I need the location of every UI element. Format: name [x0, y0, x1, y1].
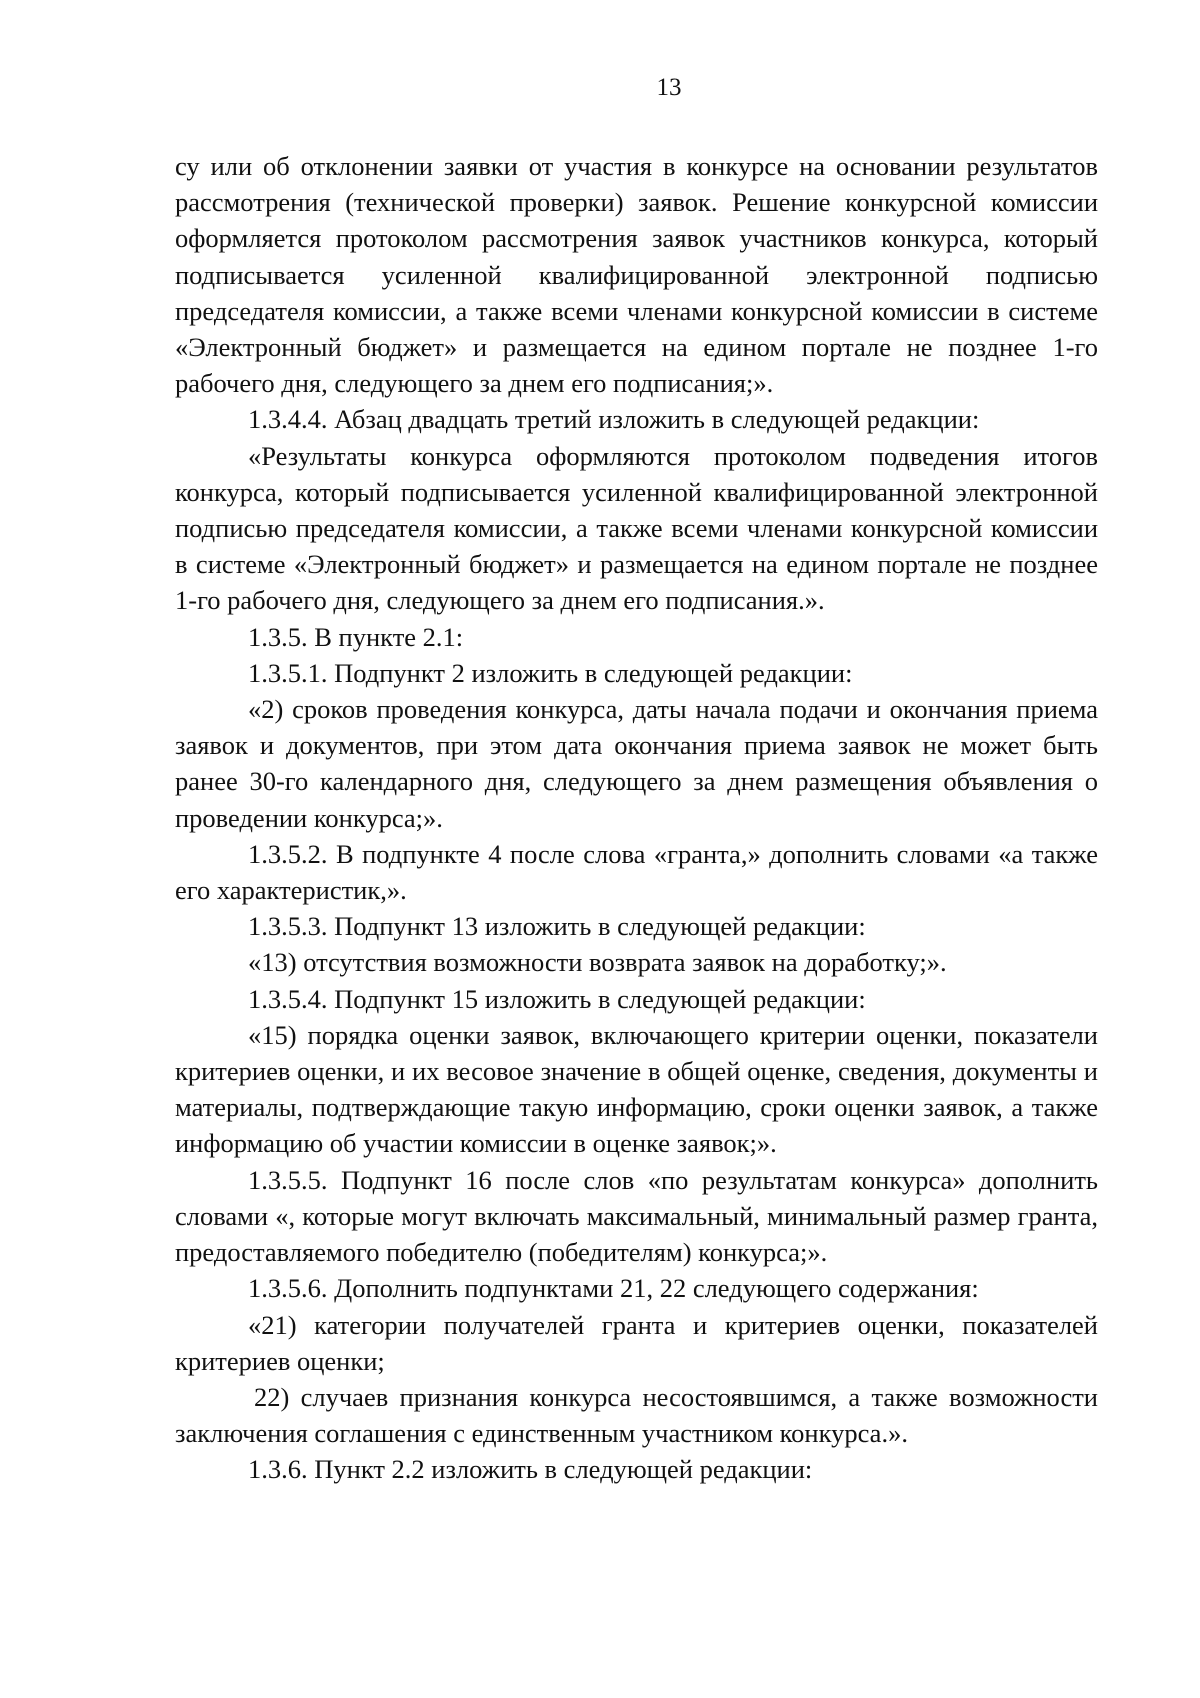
page-number: 13: [656, 74, 682, 101]
paragraph: су или об отклонении заявки от участия в конкурсе на основании результатов рассмотрения (технической проверки) заявок. Решение конкурсной комиссии оформляется протоколом рассмотрения заявок участников конкурса, который подписывается усиленной квалифицированной электронной подписью председателя комиссии, а также всеми членами конкурсной комиссии в системе «Электронный бюджет» и размещается на едином портале не позднее 1-го рабочего дня, следующего за днем его подписания;».: [175, 151, 1098, 399]
paragraph: «2) сроков проведения конкурса, даты начала подачи и окончания приема заявок и документов, при этом дата окончания приема заявок не может быть ранее 30-го календарного дня, следующего за днем размещения объявления о проведении конкурса;».: [175, 694, 1098, 833]
paragraph: 22) случаев признания конкурса несостоявшимся, а также возможности заключения соглашения с единственным участником конкурса.».: [175, 1381, 1098, 1449]
paragraph: 1.3.5.5. Подпункт 16 после слов «по результатам конкурса» дополнить словами «, которые могут включать максимальный, минимальный размер гранта, предоставляемого победителю (победителям) конкурса;».: [175, 1164, 1098, 1268]
paragraph: «Результаты конкурса оформляются протоколом подведения итогов конкурса, который подписывается усиленной квалифицированной электронной подписью председателя комиссии, а также всеми членами конкурсной комиссии в системе «Электронный бюджет» и размещается на едином портале не позднее 1-го рабочего дня, следующего за днем его подписания.».: [175, 440, 1098, 616]
paragraph: 1.3.5.1. Подпункт 2 изложить в следующей редакции:: [248, 657, 853, 688]
paragraph: 1.3.4.4. Абзац двадцать третий изложить в следующей редакции:: [248, 404, 980, 435]
paragraph: 1.3.5.3. Подпункт 13 изложить в следующей редакции:: [248, 911, 866, 942]
paragraph: «21) категории получателей гранта и критериев оценки, показателей критериев оценки;: [175, 1309, 1098, 1376]
paragraph: 1.3.5.4. Подпункт 15 изложить в следующей редакции:: [248, 983, 866, 1014]
paragraph: 1.3.5.2. В подпункте 4 после слова «гранта,» дополнить словами «а также его характеристик,».: [175, 838, 1098, 906]
paragraph: 1.3.5.6. Дополнить подпунктами 21, 22 следующего содержания:: [248, 1273, 979, 1304]
paragraph: «15) порядка оценки заявок, включающего критерии оценки, показатели критериев оценки, и их весовое значение в общей оценке, сведения, документы и материалы, подтверждающие такую информацию, сроки оценки заявок, а также информацию об участии комиссии в оценке заявок;».: [175, 1019, 1098, 1159]
paragraph: «13) отсутствия возможности возврата заявок на доработку;».: [248, 947, 947, 978]
paragraph: 1.3.6. Пункт 2.2 изложить в следующей редакции:: [248, 1454, 813, 1485]
paragraph: 1.3.5. В пункте 2.1:: [248, 621, 464, 652]
document-body: [175, 148, 1098, 1488]
